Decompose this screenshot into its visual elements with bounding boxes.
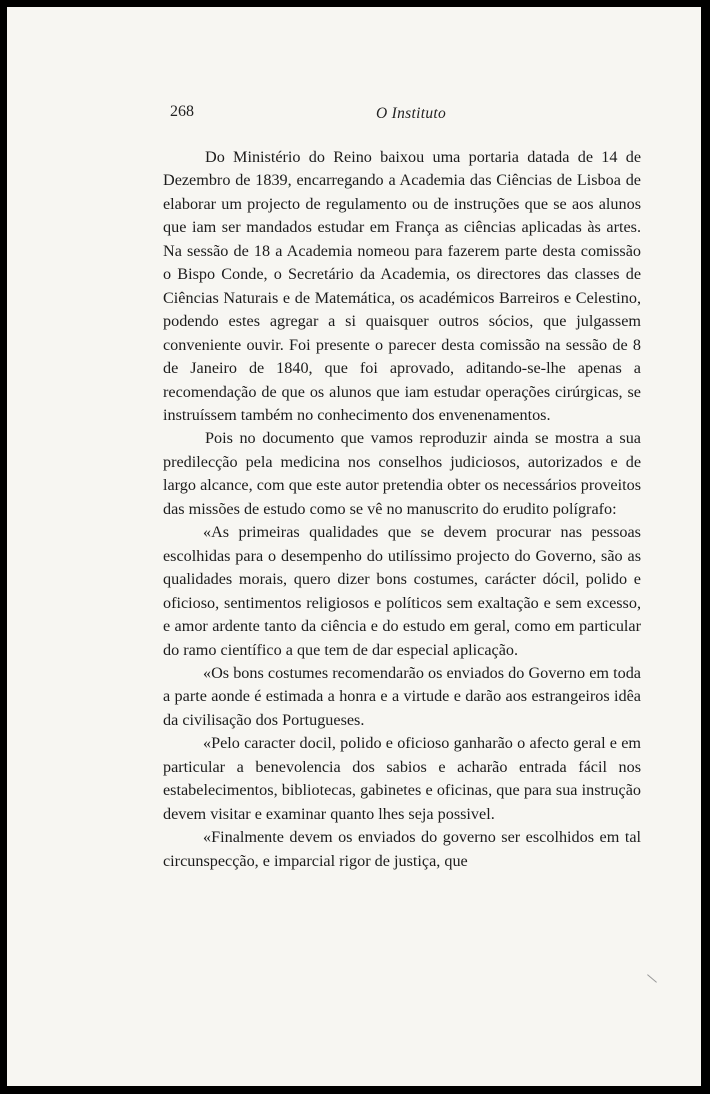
page-number: 268	[170, 103, 194, 120]
body-text	[163, 146, 641, 873]
quote-paragraph-qualidades: «As primeiras qualidades que se devem procurar nas pessoas escolhidas para o desempenho do utilíssimo projecto do Governo, são as qualidades morais, quero dizer bons costumes, carácter dócil, polido e oficioso, sentimentos religiosos e políticos sem exaltação e sem excesso, e amor ardente tanto da ciência e do estudo em geral, como em particular do ramo científico a que tem de dar especial aplicação.	[163, 523, 641, 659]
quote-paragraph-costumes: «Os bons costumes recomendarão os enviados do Governo em toda a parte aonde é estimada a honra e a virtude e darão aos estrangeiros idêa da civilisação dos Portugueses.	[163, 663, 641, 729]
quote-paragraph-caracter: «Pelo caracter docil, polido e oficioso ganharão o afecto geral e em particular a benevolencia dos sabios e acharão entrada fácil nos estabelecimentos, bibliotecas, gabinetes e oficinas, que para sua instrução devem visitar e examinar quanto lhes seja possivel.	[163, 734, 641, 823]
paragraph-documento: Pois no documento que vamos reproduzir ainda se mostra a sua predilecção pela medicina nos conselhos judiciosos, autorizados e de largo alcance, com que este autor pretendia obter os necessários proveitos das missões de estudo como se vê no manuscrito do erudito polígrafo:	[163, 429, 641, 518]
quote-paragraph-finalmente: «Finalmente devem os enviados do governo ser escolhidos em tal circunspecção, e imparcial rigor de justiça, que	[163, 828, 641, 870]
page-header	[170, 103, 660, 125]
running-title: O Instituto	[376, 105, 447, 122]
paragraph-portaria: Do Ministério do Reino baixou uma portaria datada de 14 de Dezembro de 1839, encarregando a Academia das Ciências de Lisboa de elaborar um projecto de regulamento ou de instruções que se aos alunos que iam ser mandados estudar em França as ciências aplicadas às artes. Na sessão de 18 a Academia nomeou para fazerem parte desta comissão o Bispo Conde, o Secretário da Academia, os directores das classes de Ciências Naturais e de Matemática, os académicos Barreiros e Celestino, podendo estes agregar a si quaisquer outros sócios, que julgassem conveniente ouvir. Foi presente o parecer desta comissão na sessão de 8 de Janeiro de 1840, que foi aprovado, aditando-se-lhe apenas a recomendação de que os alunos que iam estudar operações cirúrgicas, se instruíssem também no conhecimento dos envenenamentos.	[163, 148, 641, 424]
